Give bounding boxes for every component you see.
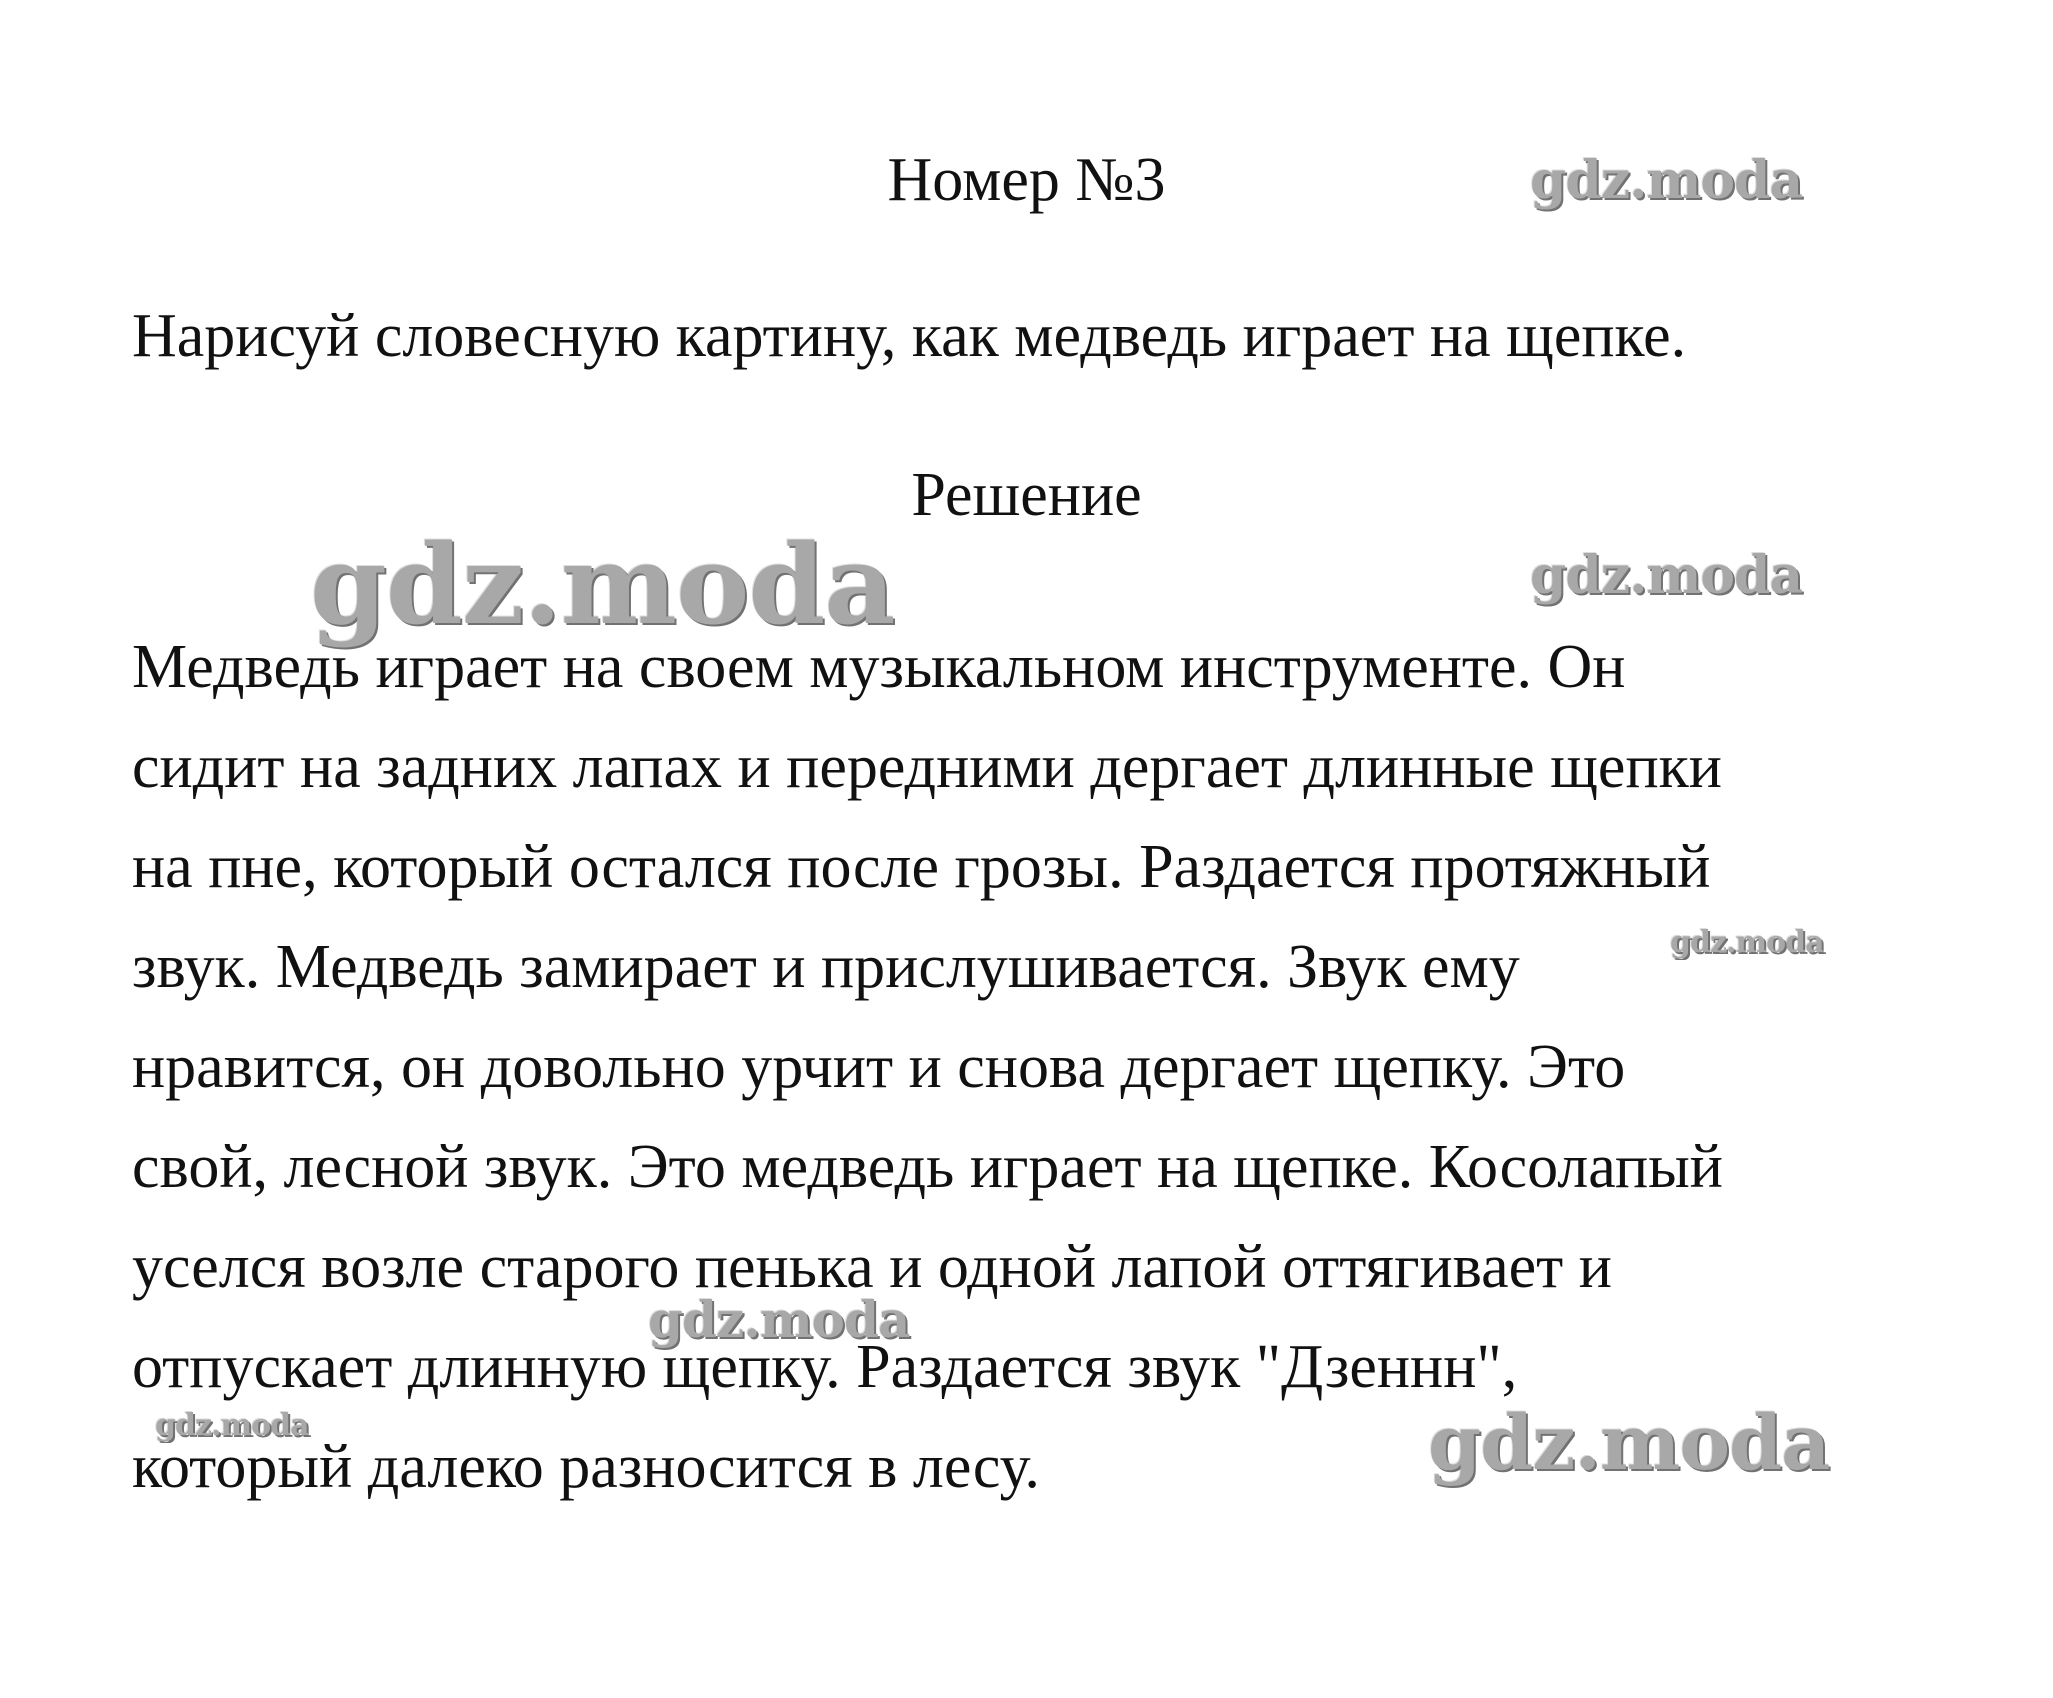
answer-line: отпускает длинную щепку. Раздается звук "Дзеннн",: [132, 1333, 1518, 1401]
watermark: gdz.moda: [155, 1408, 309, 1443]
answer-line: который далеко разносится в лесу.: [132, 1433, 1040, 1501]
answer-line: звук. Медведь замирает и прислушивается. Звук ему: [132, 933, 1520, 1001]
solution-heading: Решение: [911, 461, 1142, 529]
answer-paragraph: [132, 617, 1723, 1517]
answer-line: уселся возле старого пенька и одной лапой оттягивает и: [132, 1233, 1612, 1301]
watermark: gdz.moda: [1428, 1398, 1830, 1487]
answer-line: сидит на задних лапах и передними дергает длинные щепки: [132, 733, 1722, 801]
answer-line: на пне, который остался после грозы. Раздается протяжный: [132, 833, 1711, 901]
answer-line: свой, лесной звук. Это медведь играет на щепке. Косолапый: [132, 1133, 1723, 1201]
watermark: gdz.moda: [1670, 925, 1824, 960]
watermark: gdz.moda: [310, 520, 895, 649]
task-text: Нарисуй словесную картину, как медведь играет на щепке.: [132, 302, 1687, 370]
watermark: gdz.moda: [1530, 545, 1803, 606]
answer-line: нравится, он довольно урчит и снова дергает щепку. Это: [132, 1033, 1626, 1101]
watermark: gdz.moda: [648, 1290, 910, 1349]
watermark: gdz.moda: [1530, 150, 1803, 211]
answer-line: Медведь играет на своем музыкальном инструменте. Он: [132, 633, 1626, 701]
page-title: Номер №3: [887, 146, 1166, 214]
